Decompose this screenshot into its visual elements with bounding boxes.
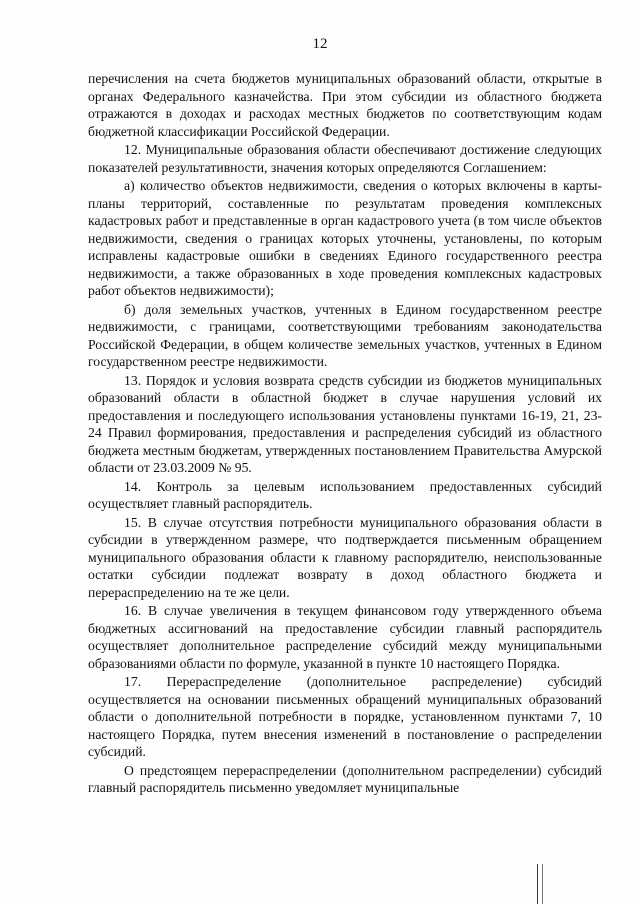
paragraph-12-a: а) количество объектов недвижимости, сведения о которых включены в карты-планы территорий, составленные по результатам проведения комплексных кадастровых работ и представленные в орган кадастрового учета (в том числе объектов недвижимости, сведения о границах которых уточнены, установлены, по которым исправлены кадастровые ошибки в сведениях Единого государственного реестра недвижимости, а также образованных в ходе проведения комплексных кадастровых работ объектов недвижимости); [88, 178, 602, 298]
paragraph-continuation: перечисления на счета бюджетов муниципальных образований области, открытые в органах Федерального казначейства. При этом субсидии из областного бюджета отражаются в доходах и расходах местных бюджетов по соответствующим кодам бюджетной классификации Российской Федерации. [88, 71, 602, 139]
paragraph-15: 15. В случае отсутствия потребности муниципального образования области в субсидии в утвержденном размере, что подтверждается письменным обращением муниципального образования области к главному распорядителю, неиспользованные остатки субсидии подлежат возврату в доход областного бюджета и перераспределению на те же цели. [88, 514, 602, 600]
paragraph-17: 17. Перераспределение (дополнительное распределение) субсидий осуществляется на основании письменных обращений муниципальных образований области о дополнительной потребности в порядке, установленном пунктами 7, 10 настоящего Порядка, путем внесения изменений в постановление о распределении субсидий. [88, 674, 602, 759]
paragraph-12-b: б) доля земельных участков, учтенных в Едином государственном реестре недвижимости, с границами, соответствующими требованиям законодательства Российской Федерации, в общем количестве земельных участков, учтенных в Едином государственном реестре недвижимости. [88, 301, 602, 369]
page-number: 12 [312, 36, 328, 52]
paragraph-13: 13. Порядок и условия возврата средств субсидии из бюджетов муниципальных образований области в областной бюджет в случае нарушения условий их предоставления и последующего использования установлены пунктами 16-19, 21, 23-24 Правил формирования, предоставления и распределения субсидий из областного бюджета местным бюджетам, утвержденных постановлением Правительства Амурской области от 23.03.2009 № 95. [88, 372, 602, 475]
paragraph-12: 12. Муниципальные образования области обеспечивают достижение следующих показателей результативности, значения которых определяются Соглашением: [88, 142, 602, 175]
paragraph-14: 14. Контроль за целевым использованием предоставленных субсидий осуществляет главный распорядитель. [88, 478, 602, 511]
document-body [88, 70, 602, 798]
paragraph-redistribution-notice: О предстоящем перераспределении (дополнительном распределении) субсидий главный распорядитель письменно уведомляет муниципальные [88, 762, 602, 795]
binding-mark [537, 864, 543, 904]
paragraph-16: 16. В случае увеличения в текущем финансовом году утвержденного объема бюджетных ассигнований на предоставление субсидии главный распорядитель осуществляет дополнительное распределение субсидий между муниципальными образованиями области по формуле, указанной в пункте 10 настоящего Порядка. [88, 603, 602, 671]
